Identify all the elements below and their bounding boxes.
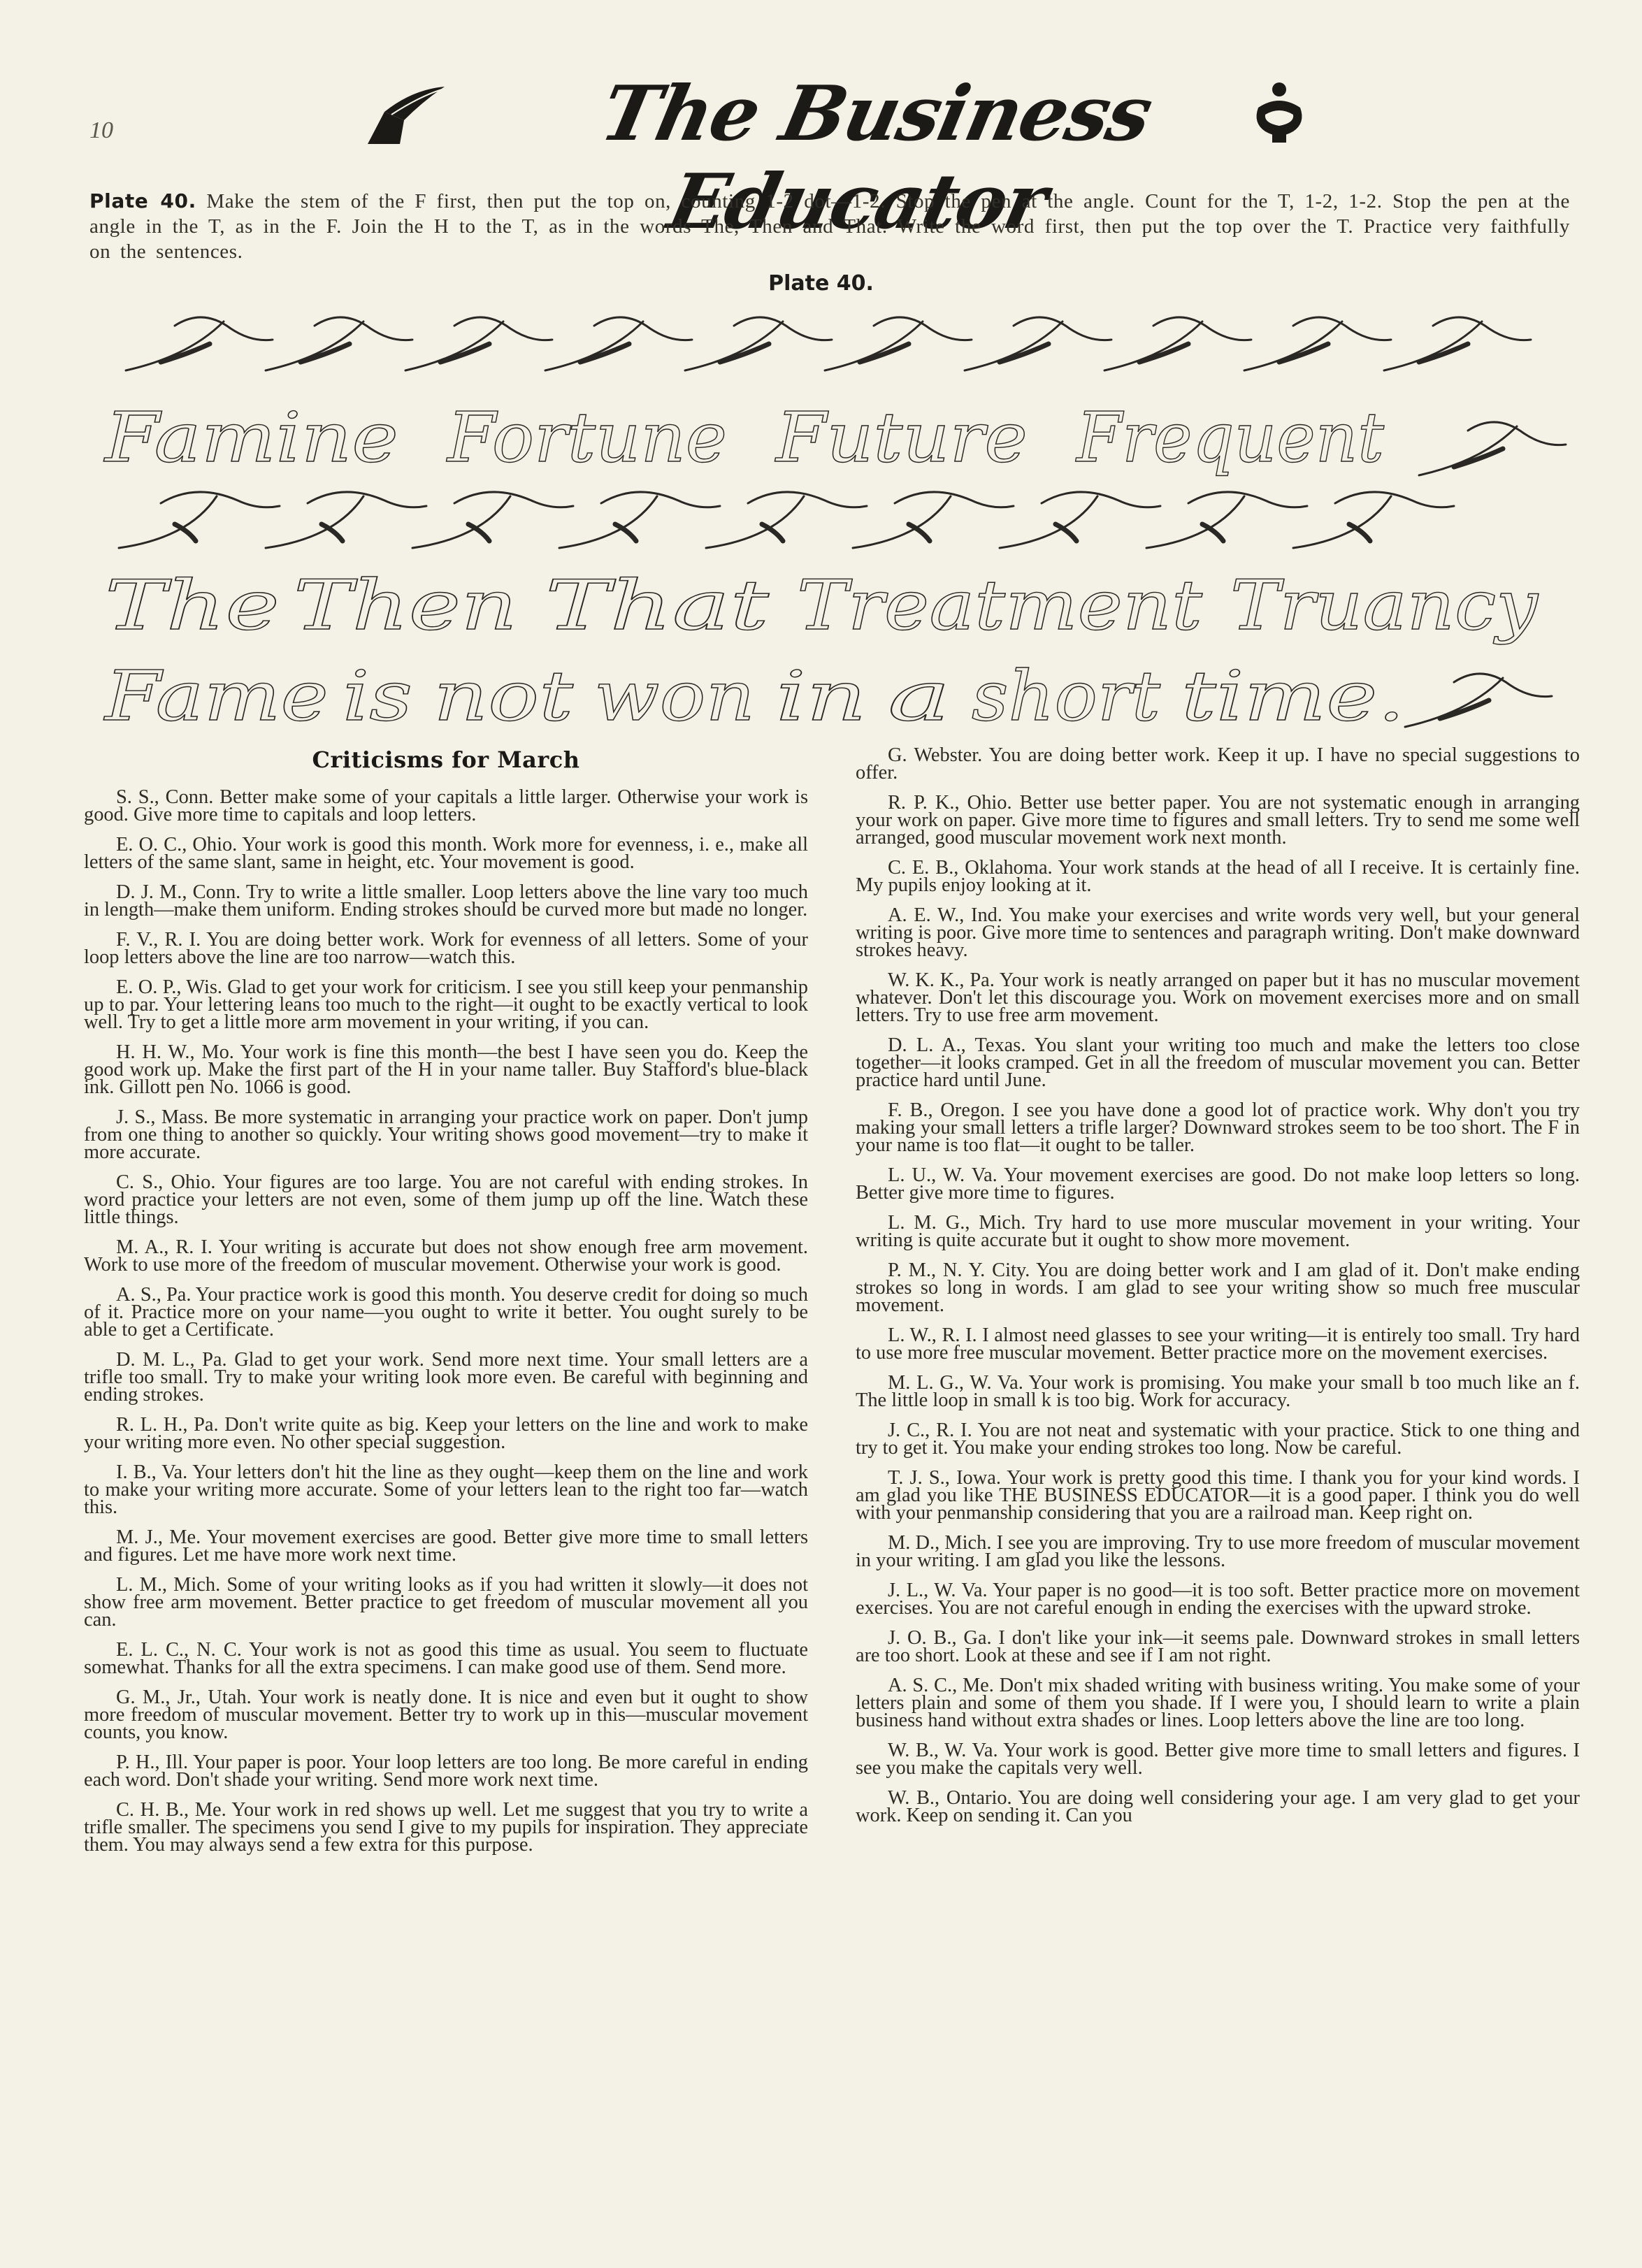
emblem-icon xyxy=(1251,80,1307,150)
page-number: 10 xyxy=(89,117,113,143)
plate-word: Famine xyxy=(103,398,398,478)
plate-word: a xyxy=(888,657,951,737)
plate-word: Frequent xyxy=(1075,398,1385,478)
quill-pen-icon xyxy=(363,84,447,147)
plate-word: The xyxy=(105,566,280,646)
criticism-entry: E. O. C., Ohio. Your work is good this month. Work more for evenness, i. e., make all letters of the same slant, same in height, etc. Your movement is good. xyxy=(84,834,808,873)
criticism-entry: H. H. W., Mo. Your work is fine this month—the best I have seen you do. Keep the good work up. Make the first part of the H in your name taller. Buy Stafford's blue-black ink. Gillott pen No. 1066 is good. xyxy=(84,1041,808,1098)
criticism-entry: A. S., Pa. Your practice work is good this month. You deserve credit for doing so much of it. Practice more on your name—you ought to write it better. You ought surely to be able to get a Certificate. xyxy=(84,1284,808,1341)
criticisms-section xyxy=(84,746,1580,2256)
plate-word: Treatment xyxy=(797,566,1203,646)
plate-word: not xyxy=(433,657,574,737)
criticism-entry: F. V., R. I. You are doing better work. Work for evenness of all letters. Some of your loop letters above the line are too narrow—watch this. xyxy=(84,929,808,968)
criticism-entry: I. B., Va. Your letters don't hit the line as they ought—keep them on the line and work to make your writing more accurate. Some of your letters lean to the right too far—watch this. xyxy=(84,1461,808,1518)
plate-word: won xyxy=(594,657,755,737)
criticism-entry: L. M. G., Mich. Try hard to use more muscular movement in your writing. Your writing is quite accurate but it ought to show more movement. xyxy=(856,1212,1580,1251)
row-2-practice-words xyxy=(103,398,1385,478)
criticism-entry: W. B., Ontario. You are doing well considering your age. I am very glad to get your work. Keep on sending it. Can you xyxy=(856,1787,1580,1826)
criticism-entry: L. M., Mich. Some of your writing looks as if you had written it slowly—it does not show free arm movement. Better practice to get freedom of muscular movement all you can. xyxy=(84,1574,808,1631)
criticisms-right-column xyxy=(856,746,1580,1824)
plate-word: Fortune xyxy=(445,398,727,478)
instructions-label: Plate 40. xyxy=(89,189,196,212)
criticism-entry: A. S. C., Me. Don't mix shaded writing with business writing. You make some of your letters plain and some of them you shade. If I were you, I should learn to write a plain business hand without extra shades or lines. Loop letters above the line are too long. xyxy=(856,1675,1580,1731)
plate-word: short xyxy=(972,657,1161,737)
criticism-entry: W. K. K., Pa. Your work is neatly arranged on paper but it has no muscular movement whatever. Don't let this discourage you. Work on movement exercises more and on small letters. Try to use free arm movement. xyxy=(856,969,1580,1026)
criticism-entry: C. H. B., Me. Your work in red shows up well. Let me suggest that you try to write a trifle smaller. The specimens you send I give to my pupils for inspiration. They appreciate them. You may always send a few extra for this purpose. xyxy=(84,1799,808,1856)
row-5-practice-sentence xyxy=(103,657,1405,737)
criticism-entry: D. L. A., Texas. You slant your writing too much and make the letters too close together—it looks cramped. Get in all the freedom of muscular movement you can. Better practice hard until June. xyxy=(856,1034,1580,1091)
criticism-entry: L. W., R. I. I almost need glasses to see your writing—it is entirely too small. Try hard to use more free muscular movement. Better practice more on the movement exercises. xyxy=(856,1324,1580,1364)
plate-word: Truancy xyxy=(1230,566,1539,646)
plate-word: Future xyxy=(774,398,1028,478)
criticism-entry: E. L. C., N. C. Your work is not as good this time as usual. You seem to fluctuate somewhat. Thanks for all the extra specimens. I can make good use of them. Send more. xyxy=(84,1639,808,1678)
criticism-entry: L. U., W. Va. Your movement exercises are good. Do not make loop letters so long. Better give more time to figures. xyxy=(856,1164,1580,1204)
row-5-trailing-f xyxy=(1405,674,1552,727)
plate-word: is xyxy=(343,657,412,737)
plate-heading: Plate 40. xyxy=(768,271,874,296)
criticism-entry: C. E. B., Oklahoma. Your work stands at the head of all I receive. It is certainly fine. My pupils enjoy looking at it. xyxy=(856,857,1580,896)
criticism-entry: M. D., Mich. I see you are improving. Try to use more freedom of muscular movement in your writing. I am glad you like the lessons. xyxy=(856,1532,1580,1571)
criticisms-left-column xyxy=(84,746,808,1854)
criticisms-heading: Criticisms for March xyxy=(312,746,580,773)
instructions-text: Make the stem of the F first, then put the top on, counting 1-2 dot—1-2. Stop the pen at the angle. Count for the T, 1-2, 1-2. Stop the pen at the angle in the T, as in the F. Join the H to the T, as in the words The, Then and That. Write the word first, then put the top over the T. Practice very faithfully on the sentences. xyxy=(89,190,1570,263)
row-2-trailing-f xyxy=(1419,422,1566,475)
criticism-entry: J. C., R. I. You are not neat and systematic with your practice. Stick to one thing and try to get it. You make your ending strokes too long. Now be careful. xyxy=(856,1420,1580,1459)
masthead-title: The Business Educator xyxy=(593,70,1159,246)
criticism-entry: P. H., Ill. Your paper is poor. Your loop letters are too long. Be more careful in ending each word. Don't shade your writing. Send more work next time. xyxy=(84,1751,808,1791)
criticism-entry: W. B., W. Va. Your work is good. Better give more time to small letters and figures. I see you make the capitals very well. xyxy=(856,1740,1580,1779)
criticism-entry: P. M., N. Y. City. You are doing better work and I am glad of it. Don't make ending strokes so long in words. I am glad to see your writing show so much free muscular movement. xyxy=(856,1259,1580,1316)
plate-instructions xyxy=(89,189,1570,264)
criticism-entry: C. S., Ohio. Your figures are too large. You are not careful with ending strokes. In word practice your letters are not even, some of them jump up off the line. Watch these little things. xyxy=(84,1171,808,1228)
plate-word: time. xyxy=(1181,657,1405,737)
criticism-entry: G. M., Jr., Utah. Your work is neatly done. It is nice and even but it ought to show more freedom of muscular movement. Better try to work up in this—muscular movement counts, you know. xyxy=(84,1686,808,1743)
criticism-entry: R. L. H., Pa. Don't write quite as big. Keep your letters on the line and work to make your writing more even. No other special suggestion. xyxy=(84,1414,808,1453)
criticisms-list-left xyxy=(84,788,808,1854)
plate-word: Fame xyxy=(103,657,329,737)
row-4-practice-words xyxy=(105,566,1539,646)
criticism-entry: J. S., Mass. Be more systematic in arranging your practice work on paper. Don't jump from one thing to another so quickly. Your writing shows good movement—try to make it more accurate. xyxy=(84,1106,808,1163)
row-1-capital-f-drills xyxy=(126,317,1531,370)
criticism-entry: A. E. W., Ind. You make your exercises and write words very well, but your general writing is poor. Give more time to sentences and paragraph writing. Don't make downward strokes heavy. xyxy=(856,904,1580,961)
criticisms-list-right xyxy=(856,746,1580,1824)
criticism-entry: J. L., W. Va. Your paper is no good—it is too soft. Better practice more on movement exercises. You are not careful enough in ending the exercises with the upward stroke. xyxy=(856,1580,1580,1619)
criticism-entry: E. O. P., Wis. Glad to get your work for criticism. I see you still keep your penmanship up to par. Your lettering leans too much to the right—it ought to be exactly vertical to look well. Try to get a little more arm movement in your writing, if you can. xyxy=(84,976,808,1033)
criticism-entry: M. L. G., W. Va. Your work is promising. You make your small b too much like an f. The little loop in small k is too big. Work for accuracy. xyxy=(856,1372,1580,1411)
plate-40-penmanship-specimen xyxy=(84,301,1573,741)
criticism-entry: G. Webster. You are doing better work. Keep it up. I have no special suggestions to offer. xyxy=(856,744,1580,783)
criticism-entry: M. J., Me. Your movement exercises are good. Better give more time to small letters and figures. Let me have more work next time. xyxy=(84,1526,808,1566)
criticism-entry: D. M. L., Pa. Glad to get your work. Send more next time. Your small letters are a trifle too small. Try to make your writing look more even. Be careful with beginning and ending strokes. xyxy=(84,1349,808,1406)
criticism-entry: J. O. B., Ga. I don't like your ink—it seems pale. Downward strokes in small letters are too short. Look at these and see if I am not right. xyxy=(856,1627,1580,1666)
plate-word: Then xyxy=(294,566,517,646)
plate-word: That xyxy=(545,566,770,646)
plate-word: in xyxy=(776,657,867,737)
criticism-entry: D. J. M., Conn. Try to write a little smaller. Loop letters above the line vary too much in length—make them uniform. Ending strokes should be curved more but made no longer. xyxy=(84,881,808,920)
criticism-entry: T. J. S., Iowa. Your work is pretty good this time. I thank you for your kind words. I am glad you like THE BUSINESS EDUCATOR—it is a good paper. I think you do well with your penmanship considering that you are a railroad man. Keep right on. xyxy=(856,1467,1580,1524)
criticism-entry: M. A., R. I. Your writing is accurate but does not show enough free arm movement. Work to use more of the freedom of muscular movement. Otherwise your work is good. xyxy=(84,1236,808,1276)
criticism-entry: R. P. K., Ohio. Better use better paper. You are not systematic enough in arranging your work on paper. Give more time to figures and small letters. Try to send me some well arranged, good muscular movement work next month. xyxy=(856,792,1580,848)
criticism-entry: F. B., Oregon. I see you have done a good lot of practice work. Why don't you try making your small letters a trifle larger? Downward strokes seem to be too short. The F in your name is too flat—it ought to be taller. xyxy=(856,1099,1580,1156)
row-3-capital-t-drills xyxy=(119,492,1454,548)
criticism-entry: S. S., Conn. Better make some of your capitals a little larger. Otherwise your work is good. Give more time to capitals and loop letters. xyxy=(84,786,808,825)
